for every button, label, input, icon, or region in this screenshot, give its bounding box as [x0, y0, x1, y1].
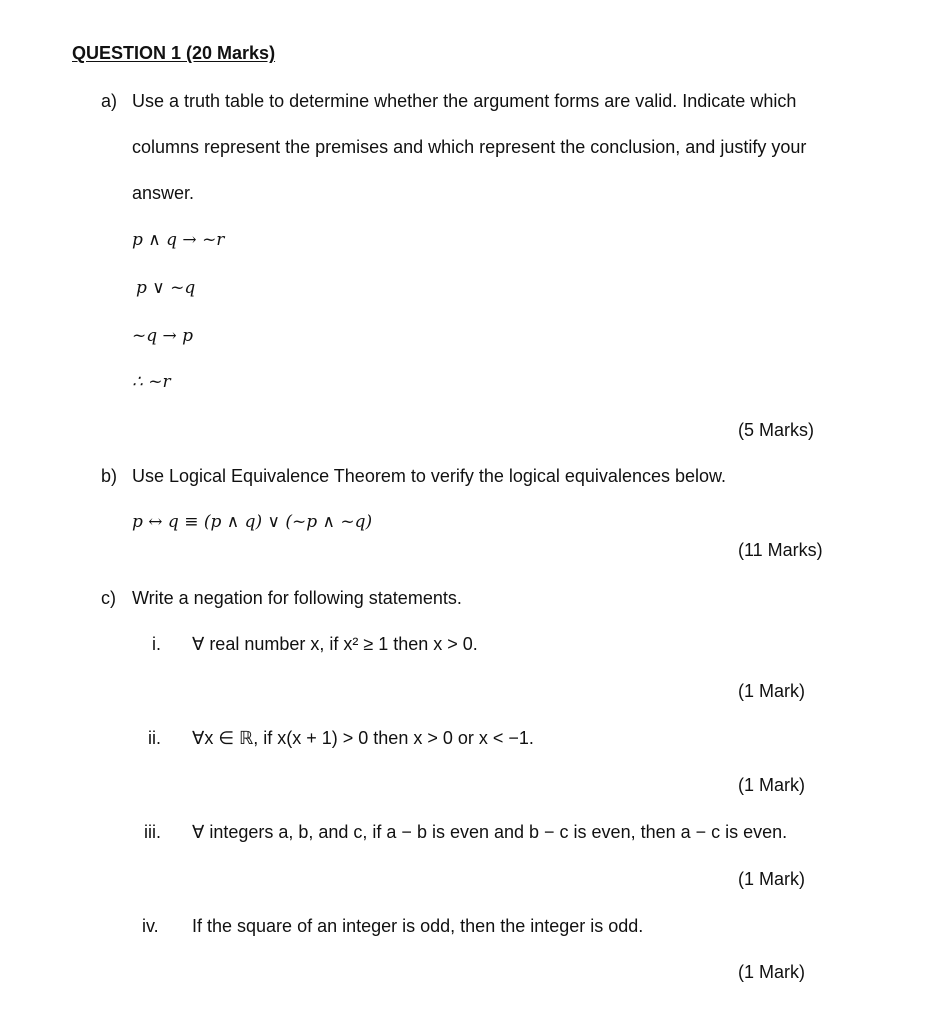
part-c-text: Write a negation for following statements. — [132, 588, 462, 608]
premise-2: p ∨ ~q — [136, 278, 196, 298]
item-i-numeral: i. — [152, 634, 161, 654]
conclusion: ∴ ~r — [132, 372, 171, 392]
item-iii-numeral: iii. — [144, 822, 161, 842]
question-title: QUESTION 1 (20 Marks) — [72, 43, 276, 63]
part-a-line-3: answer. — [132, 183, 195, 203]
part-a-marks: (5 Marks) — [738, 420, 814, 440]
part-a-label: a) — [101, 91, 118, 111]
item-ii-statement: ∀x ∈ ℝ, if x(x + 1) > 0 then x > 0 or x < −1. — [192, 728, 534, 748]
part-b-label: b) — [101, 466, 118, 486]
premise-3: ~q → p — [132, 326, 194, 346]
item-ii-marks: (1 Mark) — [738, 775, 805, 795]
part-a-line-2: columns represent the premises and which represent the conclusion, and justify your — [132, 137, 807, 157]
part-c-label: c) — [101, 588, 116, 608]
item-iii-marks: (1 Mark) — [738, 869, 805, 889]
item-i-marks: (1 Mark) — [738, 681, 805, 701]
part-b-marks: (11 Marks) — [738, 540, 823, 560]
item-iv-numeral: iv. — [142, 916, 159, 936]
item-iv-statement: If the square of an integer is odd, then the integer is odd. — [192, 916, 644, 936]
item-i-statement: ∀ real number x, if x² ≥ 1 then x > 0. — [192, 634, 478, 654]
part-a-line-1: Use a truth table to determine whether the argument forms are valid. Indicate which — [132, 91, 797, 111]
part-b-text: Use Logical Equivalence Theorem to verify the logical equivalences below. — [132, 466, 727, 486]
logical-equivalence: p ↔ q ≡ (p ∧ q) ∨ (~p ∧ ~q) — [132, 512, 373, 532]
item-iii-statement: ∀ integers a, b, and c, if a − b is even and b − c is even, then a − c is even. — [192, 822, 788, 842]
item-ii-numeral: ii. — [148, 728, 161, 748]
premise-1: p ∧ q → ~r — [132, 230, 225, 250]
item-iv-marks: (1 Mark) — [738, 962, 805, 982]
